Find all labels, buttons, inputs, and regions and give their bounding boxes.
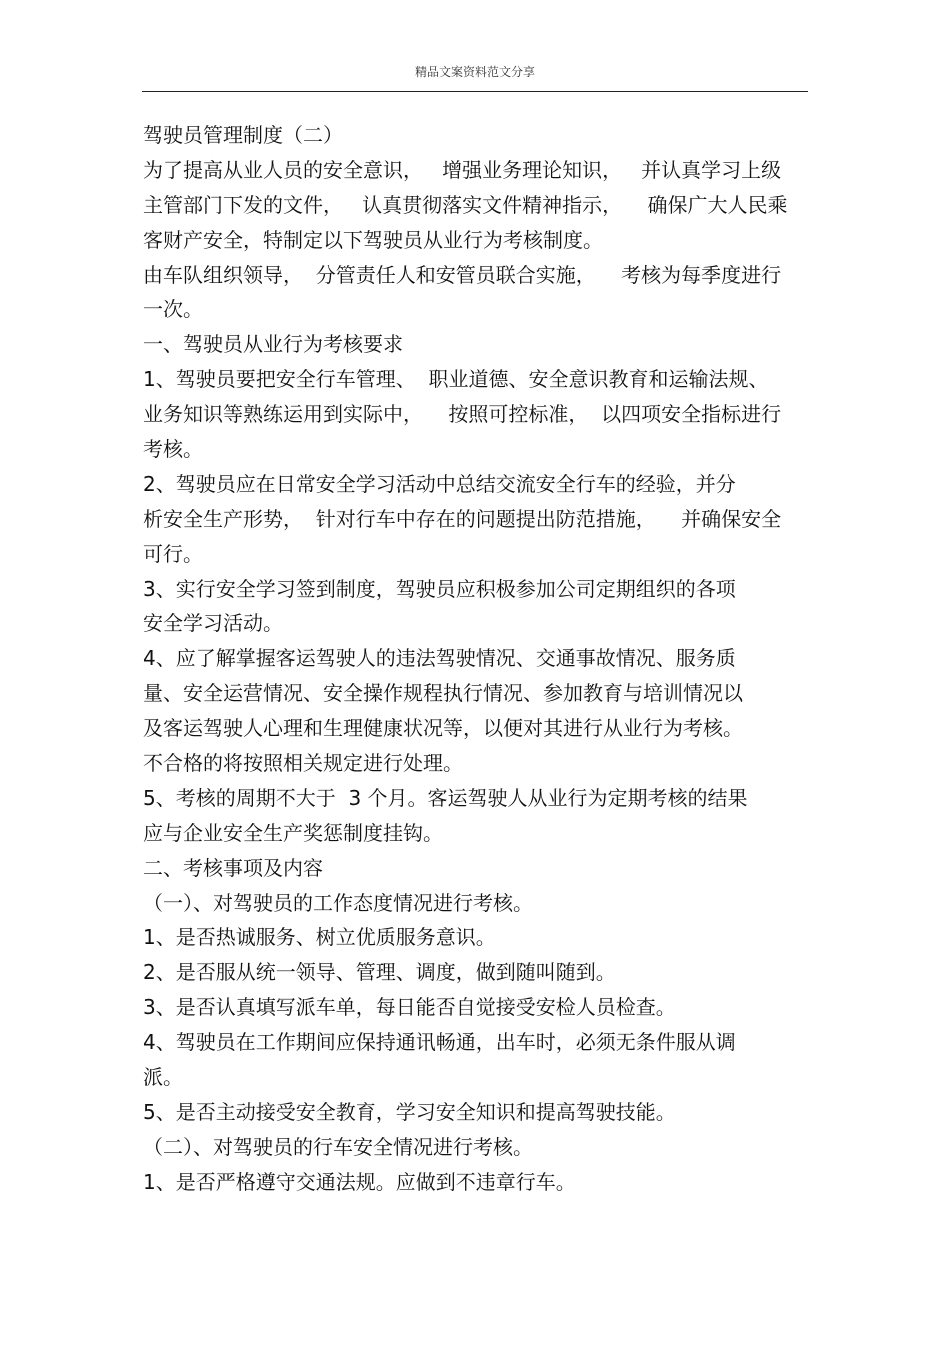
text-line: 主管部门下发的文件， 认真贯彻落实文件精神指示， 确保广大人民乘 xyxy=(143,192,788,217)
text-line: 不合格的将按照相关规定进行处理。 xyxy=(143,751,463,776)
text-line: 派。 xyxy=(143,1065,183,1090)
text-line: 考核。 xyxy=(143,437,203,462)
text-line: 为了提高从业人员的安全意识， 增强业务理论知识， 并认真学习上级 xyxy=(143,157,782,182)
text-line: 1、是否严格遵守交通法规。应做到不违章行车。 xyxy=(143,1169,576,1194)
subsection-heading: （一）、对驾驶员的工作态度情况进行考核。 xyxy=(143,890,533,915)
text-line: 应与企业安全生产奖惩制度挂钩。 xyxy=(143,820,443,845)
text-line: 客财产安全，特制定以下驾驶员从业行为考核制度。 xyxy=(143,227,603,252)
text-line: 5、考核的周期不大于 3 个月。客运驾驶人从业行为定期考核的结果 xyxy=(143,785,748,810)
text-line: 由车队组织领导， 分管责任人和安管员联合实施， 考核为每季度进行 xyxy=(143,262,782,287)
text-line: 一次。 xyxy=(143,297,203,322)
section-heading: 一、驾驶员从业行为考核要求 xyxy=(143,332,403,357)
text-line: 4、驾驶员在工作期间应保持通讯畅通，出车时，必须无条件服从调 xyxy=(143,1030,736,1055)
text-line: 析安全生产形势， 针对行车中存在的问题提出防范措施， 并确保安全 xyxy=(143,506,782,531)
text-line: 2、驾驶员应在日常安全学习活动中总结交流安全行车的经验，并分 xyxy=(143,471,736,496)
text-line: 可行。 xyxy=(143,541,203,566)
page-header: 精品文案资料范文分享 xyxy=(414,65,535,79)
text-line: 安全学习活动。 xyxy=(143,611,283,636)
text-line: 3、实行安全学习签到制度，驾驶员应积极参加公司定期组织的各项 xyxy=(143,576,736,601)
header-divider xyxy=(142,91,808,92)
document-body xyxy=(143,118,813,1200)
section-heading: 二、考核事项及内容 xyxy=(143,855,323,880)
text-line: 3、是否认真填写派车单，每日能否自觉接受安检人员检查。 xyxy=(143,995,676,1020)
subsection-heading: （二）、对驾驶员的行车安全情况进行考核。 xyxy=(143,1134,533,1159)
text-line: 1、是否热诚服务、树立优质服务意识。 xyxy=(143,925,496,950)
text-line: 量、安全运营情况、安全操作规程执行情况、参加教育与培训情况以 xyxy=(143,681,743,706)
text-line: 2、是否服从统一领导、管理、调度，做到随叫随到。 xyxy=(143,960,616,985)
text-line: 1、驾驶员要把安全行车管理、 职业道德、安全意识教育和运输法规、 xyxy=(143,367,769,392)
text-line: 4、应了解掌握客运驾驶人的违法驾驶情况、交通事故情况、服务质 xyxy=(143,646,736,671)
text-line: 业务知识等熟练运用到实际中， 按照可控标准， 以四项安全指标进行 xyxy=(143,402,782,427)
text-line: 5、是否主动接受安全教育，学习安全知识和提高驾驶技能。 xyxy=(143,1099,676,1124)
document-title: 驾驶员管理制度（二） xyxy=(143,123,343,147)
text-line: 及客运驾驶人心理和生理健康状况等，以便对其进行从业行为考核。 xyxy=(143,716,743,741)
